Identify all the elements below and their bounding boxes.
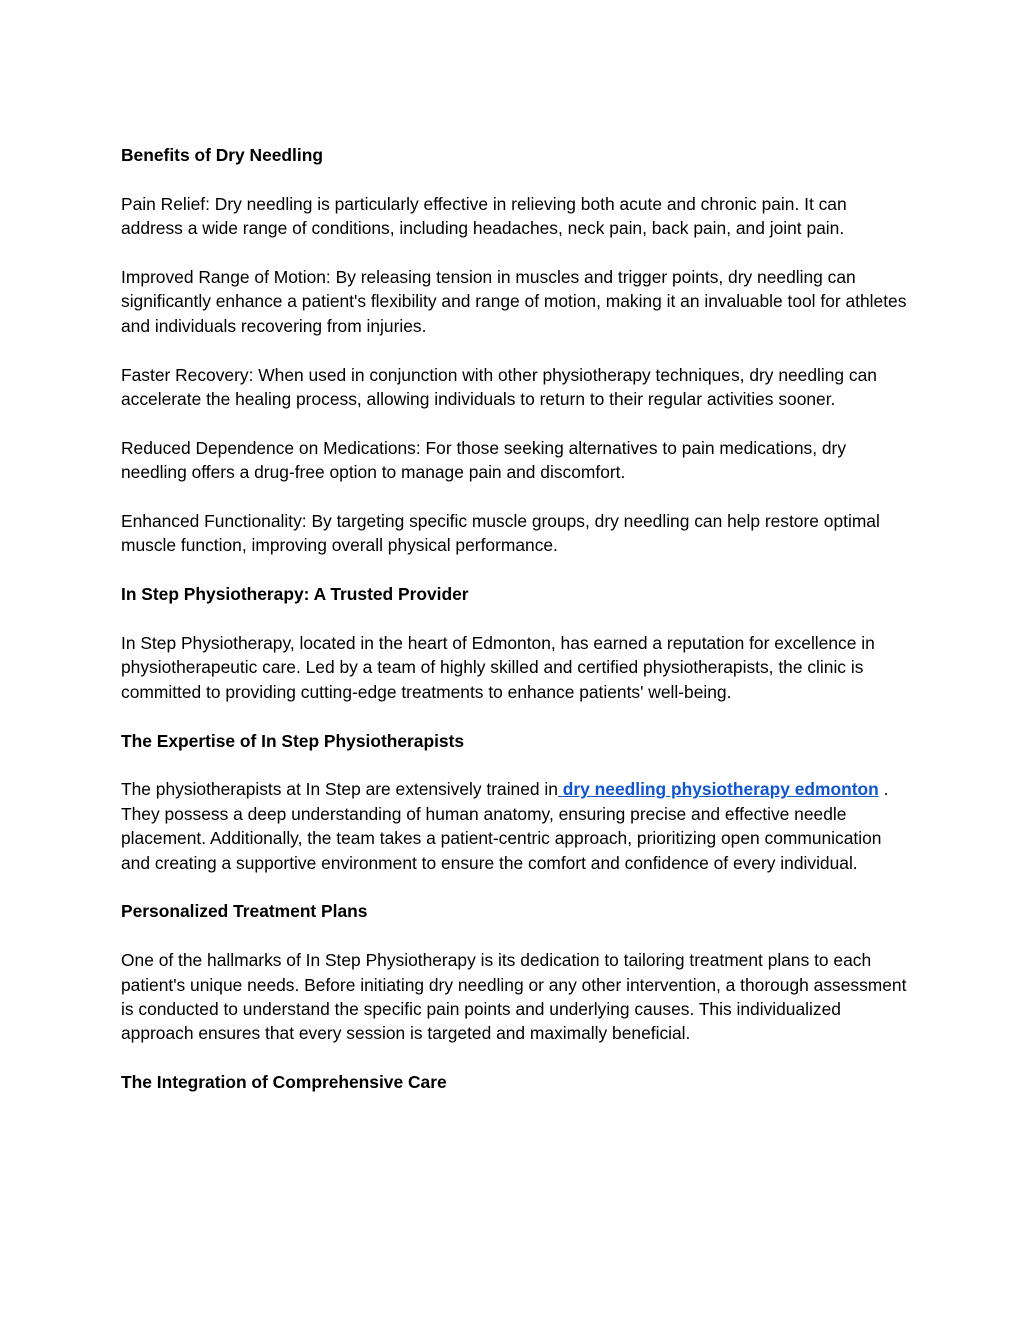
paragraph-pain-relief: Pain Relief: Dry needling is particularly effective in relieving both acute and chronic pain. It can address a wide range of conditions, including headaches, neck pain, back pain, and joint pain. — [121, 193, 847, 239]
paragraph-in-step-intro: In Step Physiotherapy, located in the heart of Edmonton, has earned a reputation for excellence in physiotherapeutic care. Led by a team of highly skilled and certified physiotherapists, the clinic is committed to providing cutting-edge treatments to enhance patients' well-being. — [121, 633, 875, 702]
paragraph-faster-recovery: Faster Recovery: When used in conjunction with other physiotherapy techniques, dry needling can accelerate the healing process, allowing individuals to return to their regular activities sooner. — [121, 364, 877, 410]
paragraph-range-of-motion: Improved Range of Motion: By releasing tension in muscles and trigger points, dry needling can significantly enhance a patient's flexibility and range of motion, making it an invaluable tool for athletes and individuals recovering from injuries. — [121, 267, 907, 336]
document-page — [121, 143, 907, 1119]
section-heading-benefits: Benefits of Dry Needling — [121, 145, 323, 165]
paragraph-personalized-plans: One of the hallmarks of In Step Physiotherapy is its dedication to tailoring treatment plans to each patient's unique needs. Before initiating dry needling or any other intervention, a thorough assessment is conducted to understand the specific pain points and underlying causes. This individualized approach ensures that every session is targeted and maximally beneficial. — [121, 950, 907, 1044]
dry-needling-edmonton-link[interactable]: dry needling physiotherapy edmonton — [557, 779, 879, 800]
paragraph-enhanced-functionality: Enhanced Functionality: By targeting specific muscle groups, dry needling can help restore optimal muscle function, improving overall physical performance. — [121, 511, 880, 556]
paragraph-expertise — [121, 777, 907, 875]
section-heading-trusted-provider: In Step Physiotherapy: A Trusted Provider — [121, 584, 469, 605]
paragraph-expertise-before: The physiotherapists at In Step are extensively trained in — [121, 779, 558, 800]
paragraph-reduced-dependence: Reduced Dependence on Medications: For those seeking alternatives to pain medications, dry needling offers a drug-free option to manage pain and discomfort. — [121, 437, 847, 483]
section-heading-comprehensive-care: The Integration of Comprehensive Care — [121, 1072, 447, 1093]
section-heading-expertise: The Expertise of In Step Physiotherapists — [121, 730, 465, 751]
section-heading-personalized-plans: Personalized Treatment Plans — [121, 901, 368, 922]
paragraph-expertise-after: . They possess a deep understanding of human anatomy, ensuring precise and effective needle placement. Additionally, the team takes a patient-centric approach, prioritizing open communication and creating a supportive environment to ensure the comfort and confidence of every individual. — [121, 779, 889, 873]
